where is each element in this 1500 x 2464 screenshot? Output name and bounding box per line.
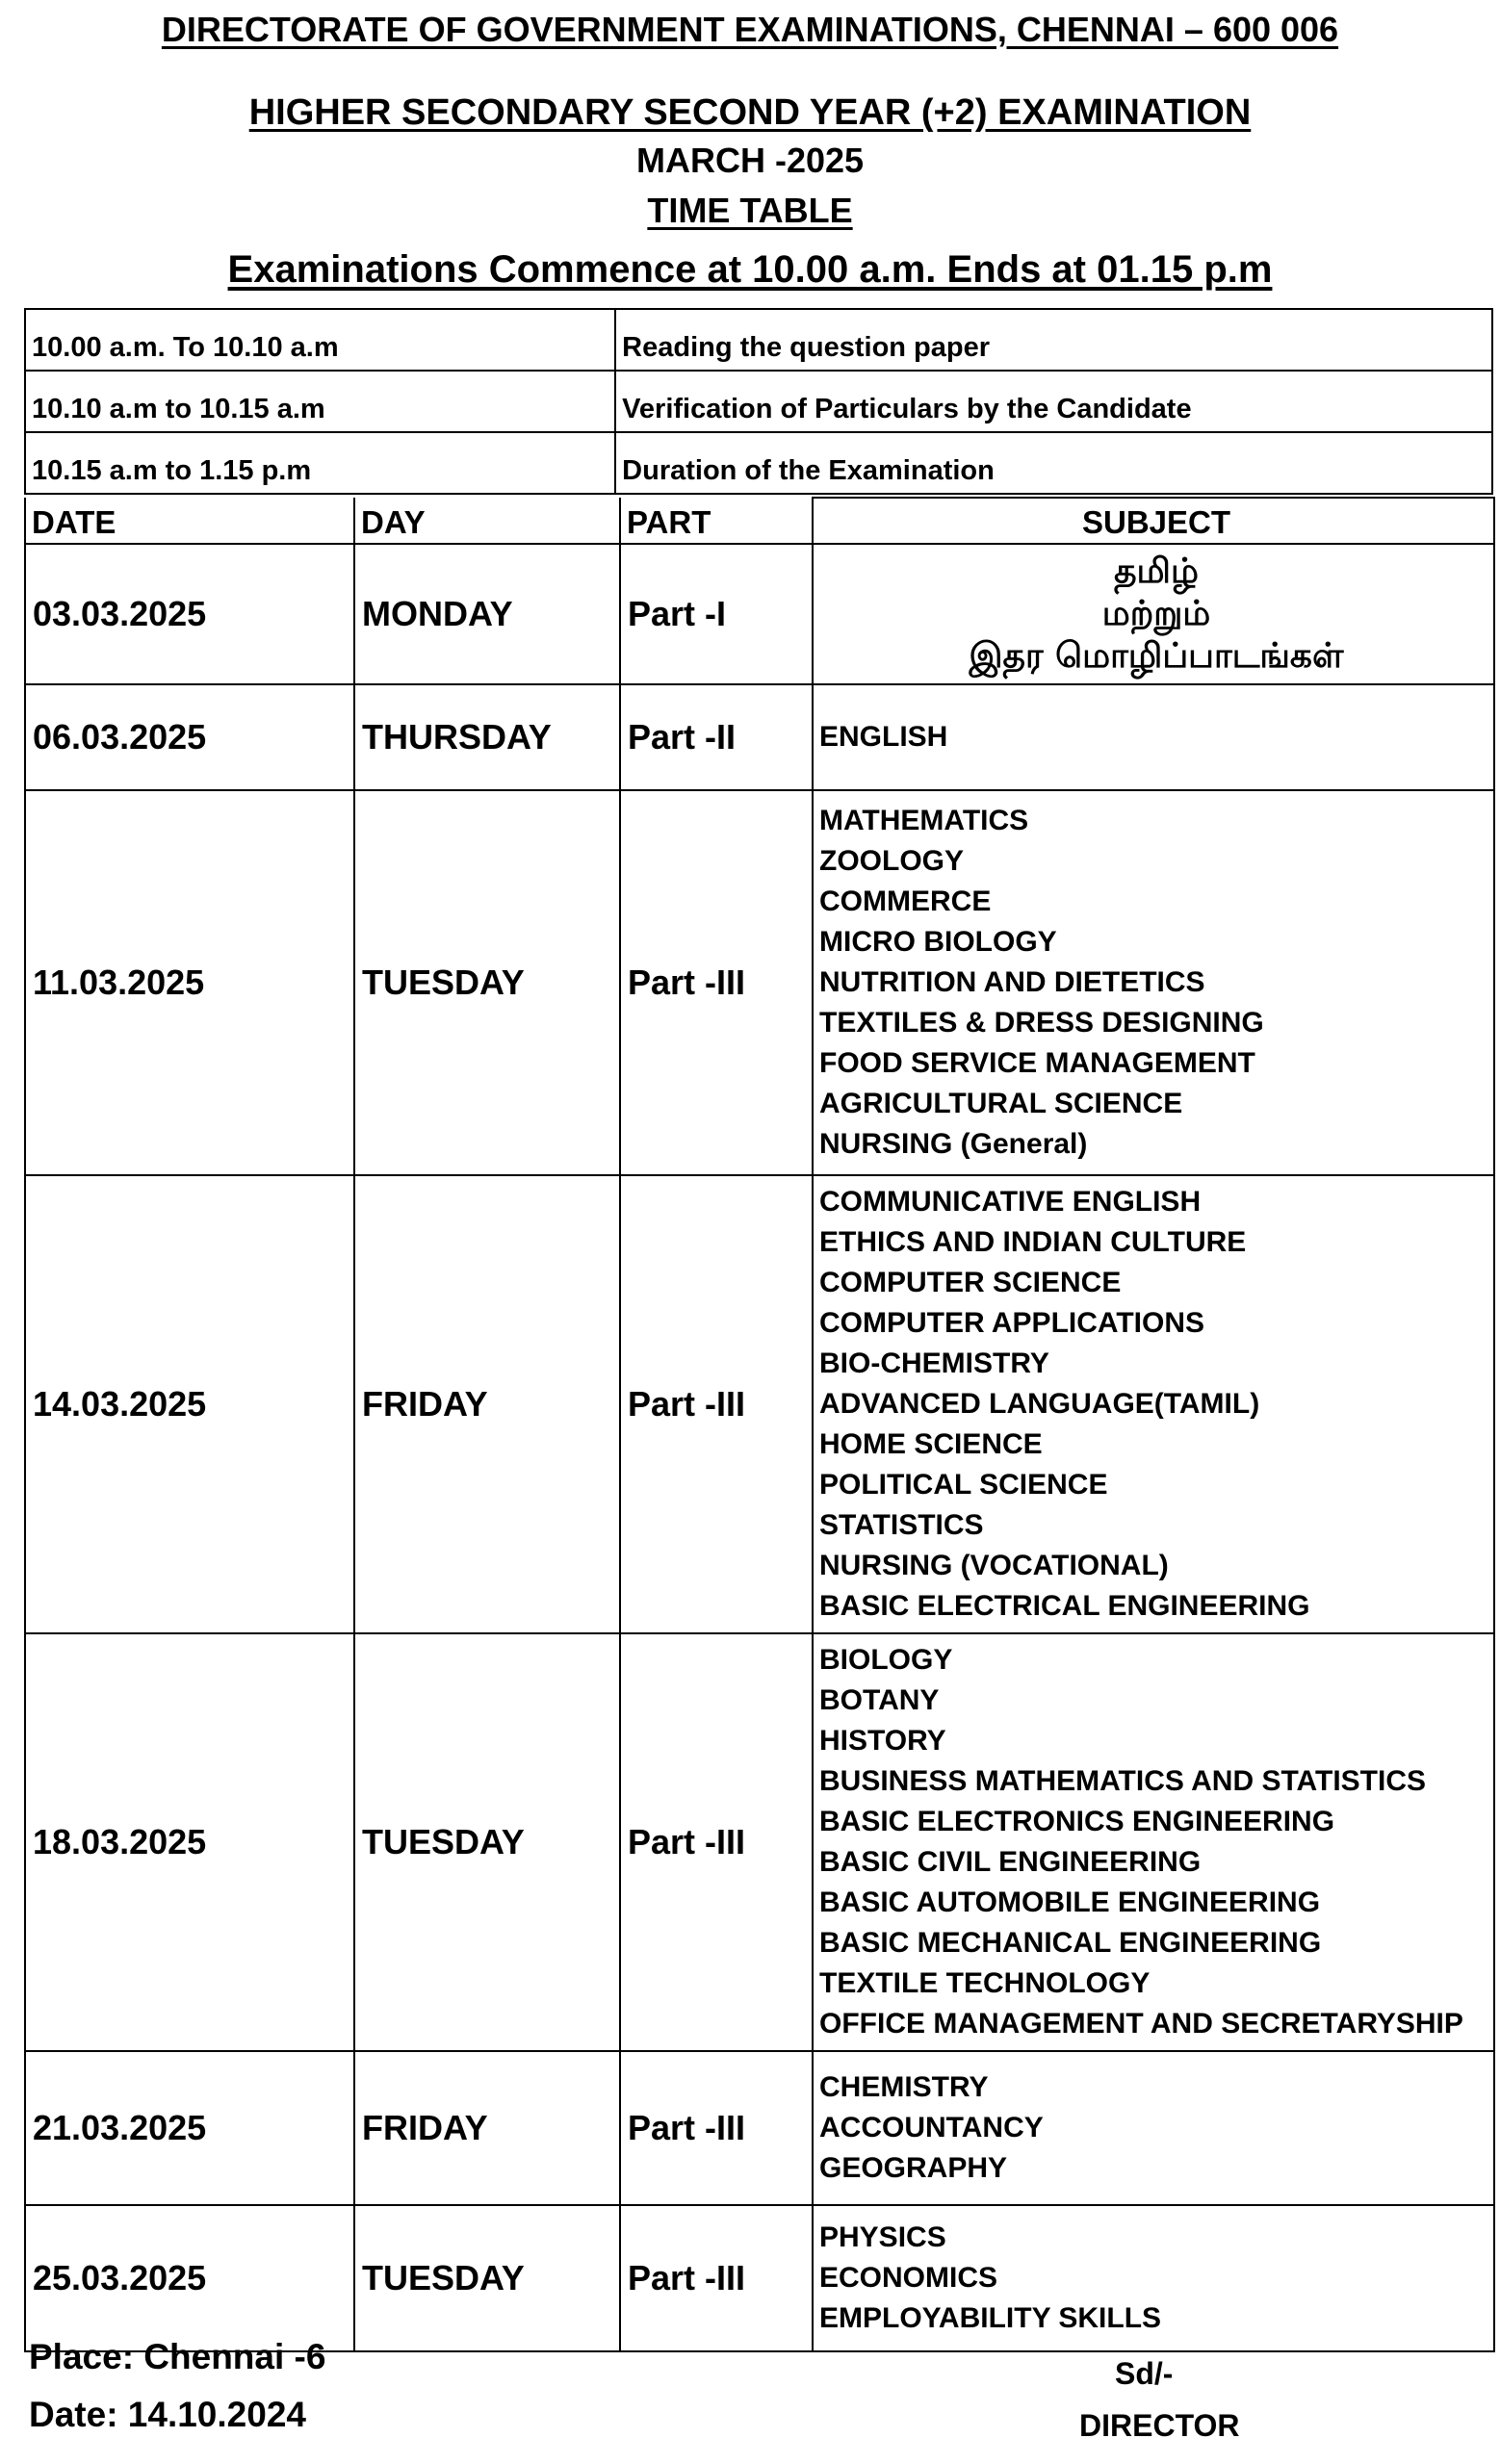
subject-item: COMPUTER SCIENCE (819, 1267, 1122, 1298)
subject-item: இதர மொழிப்பாடங்கள் (969, 636, 1344, 676)
timing-table (24, 308, 1493, 495)
schedule-date: 21.03.2025 (25, 2051, 354, 2205)
schedule-row (25, 1175, 1494, 1633)
schedule-part: Part -III (620, 1175, 813, 1633)
subject-item: HISTORY (819, 1725, 946, 1757)
schedule-part: Part -III (620, 790, 813, 1175)
subject-item: EMPLOYABILITY SKILLS (819, 2302, 1162, 2334)
subject-item: CHEMISTRY (819, 2071, 989, 2103)
subject-item: NUTRITION AND DIETETICS (819, 966, 1205, 998)
timing-row (25, 371, 1492, 432)
timing-activity: Reading the question paper (615, 309, 1492, 371)
schedule-row (25, 2205, 1494, 2351)
subject-item: COMPUTER APPLICATIONS (819, 1307, 1205, 1339)
schedule-row (25, 790, 1494, 1175)
schedule-subjects (813, 544, 1494, 684)
subject-item: ADVANCED LANGUAGE(TAMIL) (819, 1388, 1260, 1420)
timetable-heading: TIME TABLE (647, 191, 853, 230)
timing-row (25, 432, 1492, 494)
schedule-header-row (25, 498, 1494, 544)
subject-item: POLITICAL SCIENCE (819, 1469, 1108, 1501)
schedule-part: Part -I (620, 544, 813, 684)
timing-time: 10.00 a.m. To 10.10 a.m (25, 309, 615, 371)
timing-time: 10.10 a.m to 10.15 a.m (25, 371, 615, 432)
schedule-table (24, 497, 1495, 2352)
subject-item: COMMERCE (819, 886, 992, 917)
subject-item: BOTANY (819, 1684, 940, 1716)
schedule-day: TUESDAY (354, 790, 620, 1175)
subject-item: ACCOUNTANCY (819, 2112, 1044, 2143)
subject-item: BASIC ELECTRONICS ENGINEERING (819, 1806, 1335, 1837)
column-header-subject: SUBJECT (813, 498, 1494, 544)
column-header-date: DATE (25, 498, 354, 544)
subject-item: COMMUNICATIVE ENGLISH (819, 1186, 1202, 1218)
subject-item: ECONOMICS (819, 2262, 998, 2294)
subject-item: BASIC ELECTRICAL ENGINEERING (819, 1590, 1310, 1622)
timing-time: 10.15 a.m to 1.15 p.m (25, 432, 615, 494)
subject-item: ENGLISH (819, 721, 948, 753)
subject-item: BASIC AUTOMOBILE ENGINEERING (819, 1886, 1321, 1918)
exam-session: MARCH -2025 (635, 141, 865, 180)
schedule-subjects (813, 684, 1494, 790)
subject-item: BIOLOGY (819, 1644, 953, 1676)
subject-item: GEOGRAPHY (819, 2152, 1008, 2184)
schedule-date: 06.03.2025 (25, 684, 354, 790)
schedule-date: 14.03.2025 (25, 1175, 354, 1633)
schedule-date: 25.03.2025 (25, 2205, 354, 2351)
schedule-date: 18.03.2025 (25, 1633, 354, 2051)
schedule-day: FRIDAY (354, 2051, 620, 2205)
subject-item: HOME SCIENCE (819, 1428, 1043, 1460)
schedule-part: Part -III (620, 2205, 813, 2351)
timing-row (25, 309, 1492, 371)
issue-date: Date: 14.10.2024 (29, 2395, 306, 2434)
subject-item: NURSING (General) (819, 1128, 1088, 1160)
subject-item: MATHEMATICS (819, 805, 1029, 836)
schedule-date: 03.03.2025 (25, 544, 354, 684)
schedule-part: Part -III (620, 1633, 813, 2051)
subject-item: MICRO BIOLOGY (819, 926, 1057, 958)
subject-item: BASIC MECHANICAL ENGINEERING (819, 1927, 1322, 1959)
schedule-subjects (813, 790, 1494, 1175)
subject-item: BIO-CHEMISTRY (819, 1348, 1049, 1379)
schedule-date: 11.03.2025 (25, 790, 354, 1175)
schedule-subjects (813, 2051, 1494, 2205)
schedule-subjects (813, 1175, 1494, 1633)
subject-item: OFFICE MANAGEMENT AND SECRETARYSHIP (819, 2008, 1463, 2040)
schedule-subjects (813, 1633, 1494, 2051)
place-label: Place: Chennai -6 (29, 2337, 326, 2376)
subject-item: FOOD SERVICE MANAGEMENT (819, 1047, 1255, 1079)
subject-item: PHYSICS (819, 2221, 946, 2253)
schedule-row (25, 2051, 1494, 2205)
directorate-title: DIRECTORATE OF GOVERNMENT EXAMINATIONS, CHENNAI – 600 006 (161, 10, 1339, 49)
column-header-day: DAY (354, 498, 620, 544)
subject-item: BASIC CIVIL ENGINEERING (819, 1846, 1202, 1878)
timing-activity: Verification of Particulars by the Candidate (615, 371, 1492, 432)
schedule-day: TUESDAY (354, 1633, 620, 2051)
exam-title: HIGHER SECONDARY SECOND YEAR (+2) EXAMINATION (248, 92, 1252, 133)
subject-item: ETHICS AND INDIAN CULTURE (819, 1226, 1247, 1258)
subject-item: AGRICULTURAL SCIENCE (819, 1088, 1183, 1119)
schedule-part: Part -II (620, 684, 813, 790)
subject-item: TEXTILE TECHNOLOGY (819, 1967, 1151, 1999)
subject-item: BUSINESS MATHEMATICS AND STATISTICS (819, 1765, 1426, 1797)
schedule-subjects (813, 2205, 1494, 2351)
timing-activity: Duration of the Examination (615, 432, 1492, 494)
schedule-day: FRIDAY (354, 1175, 620, 1633)
subject-item: NURSING (VOCATIONAL) (819, 1550, 1169, 1581)
schedule-row (25, 544, 1494, 684)
subject-item: ZOOLOGY (819, 845, 964, 877)
schedule-part: Part -III (620, 2051, 813, 2205)
exam-timing-note: Examinations Commence at 10.00 a.m. Ends at 01.15 p.m (227, 248, 1273, 291)
schedule-day: TUESDAY (354, 2205, 620, 2351)
schedule-day: THURSDAY (354, 684, 620, 790)
designation: DIRECTOR (1079, 2408, 1240, 2443)
subject-item: STATISTICS (819, 1509, 984, 1541)
schedule-row (25, 1633, 1494, 2051)
schedule-day: MONDAY (354, 544, 620, 684)
subject-item: TEXTILES & DRESS DESIGNING (819, 1007, 1264, 1039)
signature-mark: Sd/- (1115, 2356, 1174, 2391)
schedule-row (25, 684, 1494, 790)
subject-item: தமிழ் (1114, 552, 1199, 591)
column-header-part: PART (620, 498, 813, 544)
subject-item: மற்றும் (1101, 594, 1211, 633)
